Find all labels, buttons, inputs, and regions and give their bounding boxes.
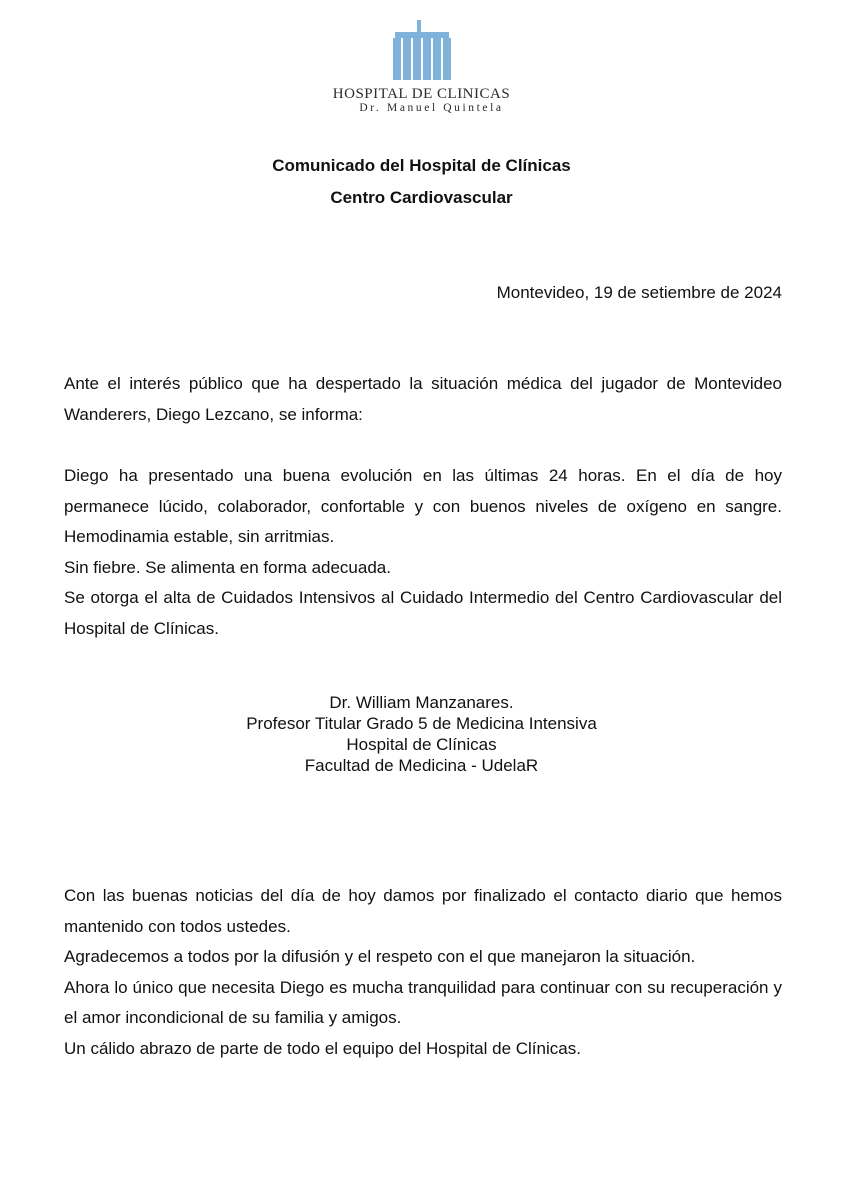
- hospital-building-icon: [387, 20, 457, 80]
- closing-paragraph: Un cálido abrazo de parte de todo el equipo del Hospital de Clínicas.: [64, 1038, 581, 1058]
- signature-title: Profesor Titular Grado 5 de Medicina Intensiva: [246, 714, 597, 733]
- logo-subtitle: Dr. Manuel Quintela: [359, 102, 504, 114]
- closing-message: [64, 881, 782, 1064]
- report-paragraph: Se otorga el alta de Cuidados Intensivos al Cuidado Intermedio del Centro Cardiovascular del Hospital de Clínicas.: [64, 588, 782, 638]
- signature-name: Dr. William Manzanares.: [329, 693, 514, 712]
- medical-report: [64, 461, 782, 644]
- logo-name: HOSPITAL DE CLINICAS: [332, 86, 511, 102]
- closing-paragraph: Con las buenas noticias del día de hoy damos por finalizado el contacto diario que hemos mantenido con todos ustedes.: [64, 886, 782, 936]
- closing-paragraph: Ahora lo único que necesita Diego es mucha tranquilidad para continuar con su recuperación y el amor incondicional de su familia y amigos.: [64, 977, 782, 1027]
- signature-institution: Hospital de Clínicas: [346, 735, 497, 754]
- closing-paragraph: Agradecemos a todos por la difusión y el respeto con el que manejaron la situación.: [64, 947, 696, 966]
- document-title: Comunicado del Hospital de Clínicas: [272, 156, 571, 175]
- signature-block: [0, 692, 843, 776]
- intro-paragraph: [64, 369, 782, 430]
- report-paragraph: Sin fiebre. Se alimenta en forma adecuada.: [64, 557, 391, 577]
- document-subtitle: Centro Cardiovascular: [330, 188, 513, 207]
- report-paragraph: Diego ha presentado una buena evolución en las últimas 24 horas. En el día de hoy permanece lúcido, colaborador, confortable y con buenos niveles de oxígeno en sangre. Hemodinamia estable, sin arritmias.: [64, 466, 782, 546]
- document-date: Montevideo, 19 de setiembre de 2024: [496, 283, 782, 302]
- hospital-logo: [0, 20, 843, 115]
- signature-faculty: Facultad de Medicina - UdelaR: [304, 756, 539, 775]
- intro-text: Ante el interés público que ha despertado la situación médica del jugador de Montevideo Wanderers, Diego Lezcano, se informa:: [64, 374, 782, 424]
